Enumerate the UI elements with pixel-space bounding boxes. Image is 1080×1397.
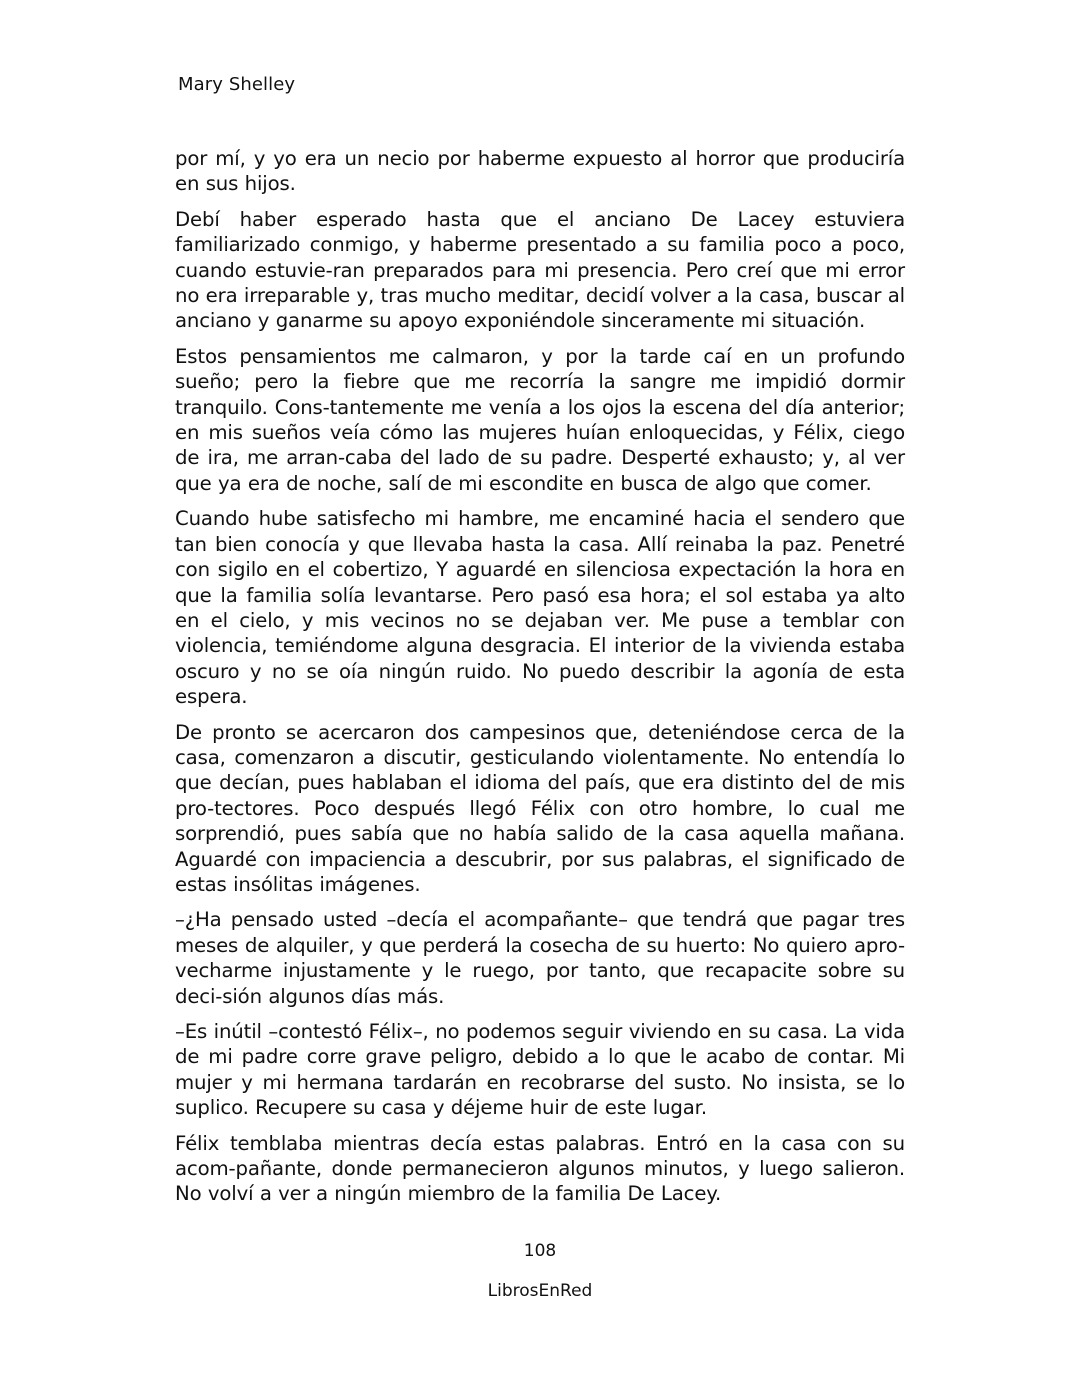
paragraph-1: por mí, y yo era un necio por haberme expuesto al horror que produciría en sus hijos. [175,147,905,196]
body-text [175,146,905,1217]
page-number: 108 [523,1241,557,1261]
paragraph-4: Cuando hube satisfecho mi hambre, me encaminé hacia el sendero que tan bien conocía y que llevaba hasta la casa. Allí reinaba la paz. Penetré con sigilo en el cobertizo, Y aguardé en silenciosa expectación la hora en que la familia solía levantarse. Pero pasó esa hora; el sol estaba ya alto en el cielo, y mis vecinos no se dejaban ver. Me puse a temblar con violencia, temiéndome alguna desgracia. El interior de la vivienda estaba oscuro y no se oía ningún ruido. No puedo describir la agonía de esta espera. [175,507,905,709]
paragraph-3: Estos pensamientos me calmaron, y por la tarde caí en un profundo sueño; pero la fiebre que me recorría la sangre me impidió dormir tranquilo. Cons-tantemente me venía a los ojos la escena del día anterior; en mis sueños veía cómo las mujeres huían enloquecidas, y Félix, ciego de ira, me arran-caba del lado de su padre. Desperté exhausto; y, al ver que ya era de noche, salí de mi escondite en busca de algo que comer. [175,344,905,495]
running-header-author: Mary Shelley [178,74,296,95]
paragraph-6: –¿Ha pensado usted –decía el acompañante– que tendrá que pagar tres meses de alquiler, y que perderá la cosecha de su huerto: No quiero apro-vecharme injustamente y le ruego, por tanto, que recapacite sobre su deci-sión algunos días más. [175,908,905,1008]
paragraph-2: Debí haber esperado hasta que el anciano De Lacey estuviera familiarizado conmigo, y haberme presentado a su familia poco a poco, cuando estuvie-ran preparados para mi presencia. Pero creí que mi error no era irreparable y, tras mucho meditar, decidí volver a la casa, buscar al anciano y ganarme su apoyo exponiéndole sinceramente mi situación. [175,207,905,333]
publisher-name: LibrosEnRed [487,1281,593,1301]
paragraph-7: –Es inútil –contestó Félix–, no podemos seguir viviendo en su casa. La vida de mi padre corre grave peligro, debido a lo que le acabo de contar. Mi mujer y mi hermana tardarán en recobrarse del susto. No insista, se lo suplico. Recupere su casa y déjeme huir de este lugar. [175,1020,905,1120]
paragraph-5: De pronto se acercaron dos campesinos que, deteniéndose cerca de la casa, comenzaron a discutir, gesticulando violentamente. No entendía lo que decían, pues hablaban el idioma del país, que era distinto del de mis pro-tectores. Poco después llegó Félix con otro hombre, lo cual me sorprendió, pues sabía que no había salido de la casa aquella mañana. Aguardé con impaciencia a descubrir, por sus palabras, el significado de estas insólitas imágenes. [175,720,905,896]
paragraph-8: Félix temblaba mientras decía estas palabras. Entró en la casa con su acom-pañante, donde permanecieron algunos minutos, y luego salieron. No volví a ver a ningún miembro de la familia De Lacey. [175,1131,905,1206]
